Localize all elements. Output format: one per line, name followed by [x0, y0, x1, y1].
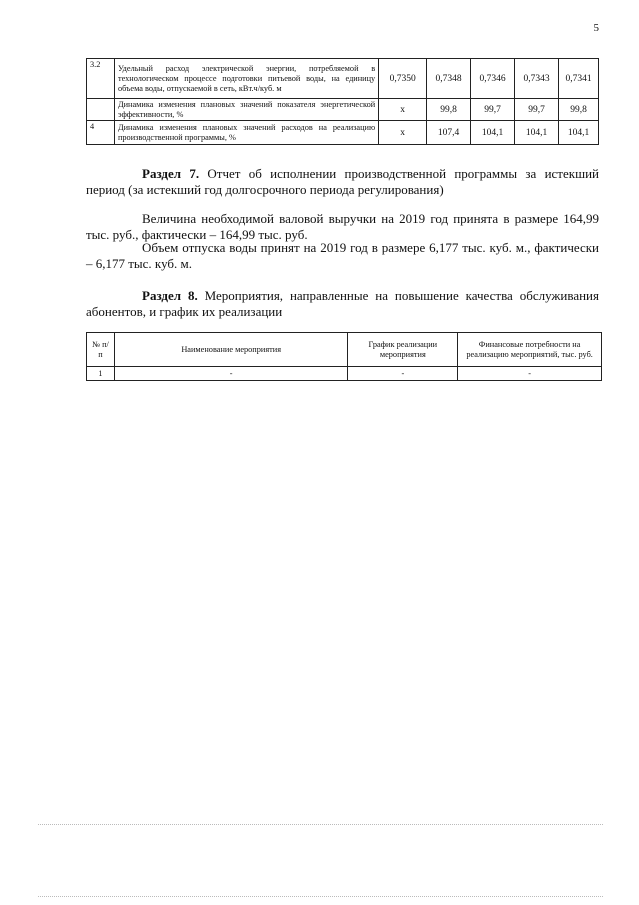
value-cell: 99,7: [471, 99, 515, 121]
section-8-label: Раздел 8.: [142, 288, 198, 303]
value-cell: 104,1: [515, 121, 559, 145]
value-cell: 104,1: [471, 121, 515, 145]
indicator-description: Динамика изменения плановых значений показателя энергетической эффективности, %: [114, 99, 378, 121]
value-cell: 107,4: [427, 121, 471, 145]
value-cell: 99,8: [559, 99, 599, 121]
section-7-text: Отчет об исполнении производственной программы за истекший период (за истекший год долгосрочного периода регулирования): [86, 166, 599, 197]
event-schedule: -: [348, 367, 458, 381]
value-cell: 99,8: [427, 99, 471, 121]
table-row: [87, 59, 599, 99]
table-row: [87, 367, 602, 381]
scan-artifact-line: [38, 896, 603, 897]
value-cell: x: [379, 121, 427, 145]
section-8-heading: [86, 288, 599, 320]
table-row: [87, 121, 599, 145]
revenue-paragraph: Величина необходимой валовой выручки на 2019 год принята в размере 164,99 тыс. руб., фактически – 164,99 тыс. руб.: [86, 211, 599, 242]
value-cell: 0,7350: [379, 59, 427, 99]
table-row: [87, 99, 599, 121]
header-finance: Финансовые потребности на реализацию мероприятий, тыс. руб.: [458, 333, 602, 367]
table-header-row: [87, 333, 602, 367]
section-7-heading: [86, 166, 599, 198]
value-cell: x: [379, 99, 427, 121]
section-8-text: Мероприятия, направленные на повышение качества обслуживания абонентов, и график их реализации: [86, 288, 599, 319]
row-number: [87, 99, 115, 121]
indicators-table: [86, 58, 599, 145]
scan-artifact-line: [38, 824, 603, 825]
value-cell: 104,1: [559, 121, 599, 145]
header-num: № п/п: [87, 333, 115, 367]
volume-paragraph: Объем отпуска воды принят на 2019 год в размере 6,177 тыс. куб. м., фактически – 6,177 тыс. куб. м.: [86, 240, 599, 271]
page-number: 5: [593, 22, 599, 34]
value-cell: 99,7: [515, 99, 559, 121]
row-number: 4: [87, 121, 115, 145]
event-finance: -: [458, 367, 602, 381]
event-name: -: [114, 367, 347, 381]
row-number: 1: [87, 367, 115, 381]
indicator-description: Удельный расход электрической энергии, потребляемой в технологическом процессе подготовки питьевой воды, на единицу объема воды, отпускаемой в сеть, кВт.ч/куб. м: [114, 59, 378, 99]
value-cell: 0,7341: [559, 59, 599, 99]
row-number: 3.2: [87, 59, 115, 99]
section-7-label: Раздел 7.: [142, 166, 200, 181]
header-name: Наименование мероприятия: [114, 333, 347, 367]
value-cell: 0,7348: [427, 59, 471, 99]
value-cell: 0,7343: [515, 59, 559, 99]
value-cell: 0,7346: [471, 59, 515, 99]
events-table: [86, 332, 602, 381]
header-schedule: График реализации мероприятия: [348, 333, 458, 367]
indicator-description: Динамика изменения плановых значений расходов на реализацию производственной программы, %: [114, 121, 378, 145]
